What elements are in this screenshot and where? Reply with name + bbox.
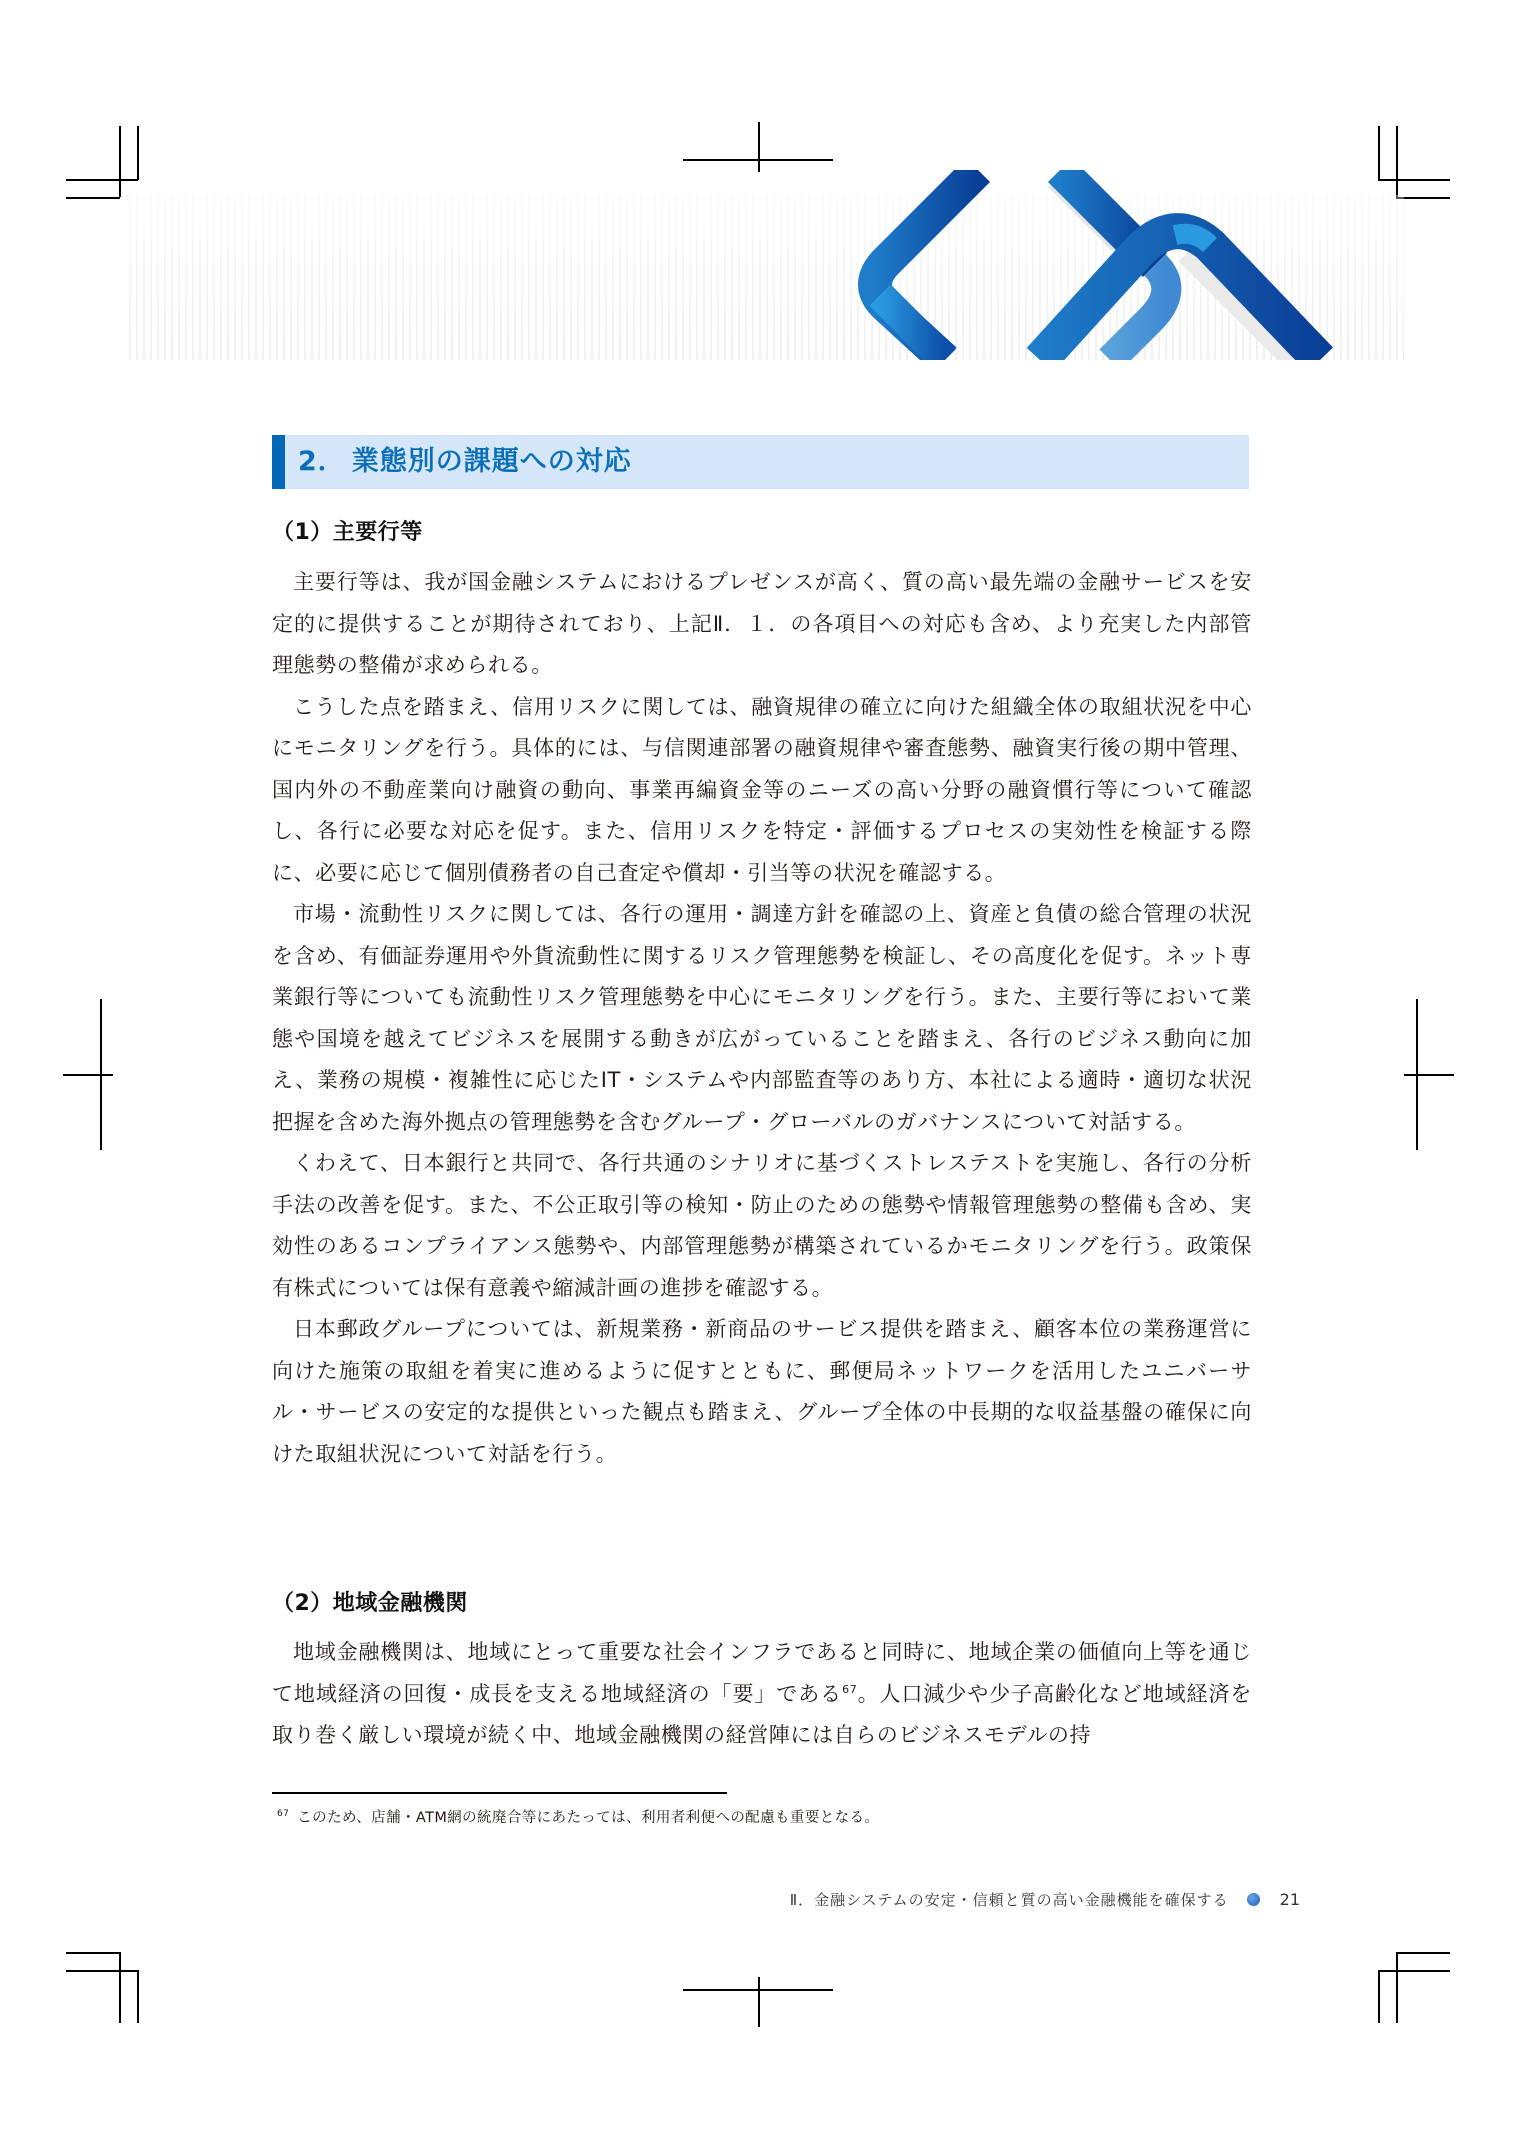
crop-mark-line	[137, 1970, 139, 2023]
paragraph: 市場・流動性リスクに関しては、各行の運用・調達方針を確認の上、資産と負債の総合管理の状況を含め、有価証券運用や外貨流動性に関するリスク管理態勢を検証し、その高度化を促す。ネット専業銀行等についても流動性リスク管理態勢を中心にモニタリングを行う。また、主要行等において業態や国境を越えてビジネスを展開する動きが広がっていることを踏まえ、各行のビジネス動向に加え、業務の規模・複雑性に応じたIT・システムや内部監査等のあり方、本社による適時・適切な状況把握を含めた海外拠点の管理態勢を含むグループ・グローバルのガバナンスについて対話する。	[272, 902, 1252, 1134]
bullet-dot-icon	[1247, 1893, 1260, 1906]
crop-mark-line	[1396, 197, 1450, 199]
footnote-text: このため、店舗・ATM網の統廃合等にあたっては、利用者利便への配慮も重要となる。	[297, 1810, 880, 1826]
paragraph: 日本郵政グループについては、新規業務・新商品のサービス提供を踏まえ、顧客本位の業務運営に向けた施策の取組を着実に進めるように促すとともに、郵便局ネットワークを活用したユニバーサル・サービスの安定的な提供といった観点も踏まえ、グループ全体の中長期的な収益基盤の確保に向けた取組状況について対話を行う。	[272, 1317, 1252, 1466]
crop-mark-line	[1404, 1074, 1454, 1076]
footnote-reference[interactable]: 67	[842, 1682, 858, 1696]
crop-mark-line	[1396, 1952, 1450, 1954]
crop-mark-line	[758, 122, 760, 172]
ribbon-graphic-icon	[850, 170, 1350, 360]
crop-mark-line	[119, 126, 121, 197]
heading-accent-bar	[272, 435, 285, 489]
paragraph-text: 地域金融機関は、地域にとって重要な社会インフラであると同時に、地域企業の価値向上等を通じて地域経済の回復・成長を支える地域経済の「要」である	[272, 1640, 1252, 1706]
crop-mark-line	[1396, 126, 1398, 197]
crop-mark-line	[66, 179, 138, 181]
crop-mark-line	[1396, 1952, 1398, 2023]
footnote-divider	[272, 1792, 727, 1794]
paragraph	[272, 1632, 1252, 1757]
paragraph: こうした点を踏まえ、信用リスクに関しては、融資規律の確立に向けた組織全体の取組状況を中心にモニタリングを行う。具体的には、与信関連部署の融資規律や審査態勢、融資実行後の期中管理、国内外の不動産業向け融資の動向、事業再編資金等のニーズの高い分野の融資慣行等について確認し、各行に必要な対応を促す。また、信用リスクを特定・評価するプロセスの実効性を検証する際に、必要に応じて個別債務者の自己査定や償却・引当等の状況を確認する。	[272, 694, 1252, 885]
section-heading	[272, 435, 1249, 489]
crop-mark-line	[137, 126, 139, 180]
subsection-body-major-banks	[272, 562, 1252, 1475]
crop-mark-line	[758, 1977, 760, 2027]
section-title	[298, 435, 632, 489]
paragraph-text: 。人口減少や少子高齢化など地域経済を取り巻く厳しい環境が続く中、地域金融機関の経営陣には自らのビジネスモデルの持	[272, 1681, 1252, 1747]
section-title-text: 業態別の課題への対応	[351, 446, 632, 477]
crop-mark-line	[66, 1970, 138, 1972]
crop-mark-line	[66, 1952, 120, 1954]
footnote-number: 67	[277, 1809, 290, 1820]
paragraph: くわえて、日本銀行と共同で、各行共通のシナリオに基づくストレステストを実施し、各行の分析手法の改善を促す。また、不公正取引等の検知・防止のための態勢や情報管理態勢の整備も含め、実効性のあるコンプライアンス態勢や、内部管理態勢が構築されているかモニタリングを行う。政策保有株式については保有意義や縮減計画の進捗を確認する。	[272, 1151, 1252, 1300]
section-number: 2．	[298, 446, 346, 477]
page-number: 21	[1279, 1890, 1300, 1909]
crop-mark-line	[1378, 1970, 1450, 1972]
crop-mark-line	[119, 1952, 121, 2023]
subsection-heading-regional-banks: （2）地域金融機関	[272, 1591, 468, 1616]
crop-mark-line	[66, 197, 120, 199]
subsection-body-regional-banks	[272, 1632, 1252, 1757]
paragraph: 主要行等は、我が国金融システムにおけるプレゼンスが高く、質の高い最先端の金融サービスを安定的に提供することが期待されており、上記Ⅱ．１．の各項目への対応も含め、より充実した内部管理態勢の整備が求められる。	[272, 570, 1252, 677]
footer-chapter-title: Ⅱ．金融システムの安定・信頼と質の高い金融機能を確保する	[789, 1891, 1229, 1909]
crop-mark-line	[683, 159, 833, 161]
page-footer	[790, 1889, 1300, 1910]
crop-mark-line	[1378, 1970, 1380, 2023]
footnote	[277, 1806, 879, 1827]
crop-mark-line	[63, 1074, 113, 1076]
subsection-heading-major-banks: （1）主要行等	[272, 520, 423, 545]
crop-mark-line	[1378, 126, 1380, 180]
crop-mark-line	[1378, 179, 1450, 181]
